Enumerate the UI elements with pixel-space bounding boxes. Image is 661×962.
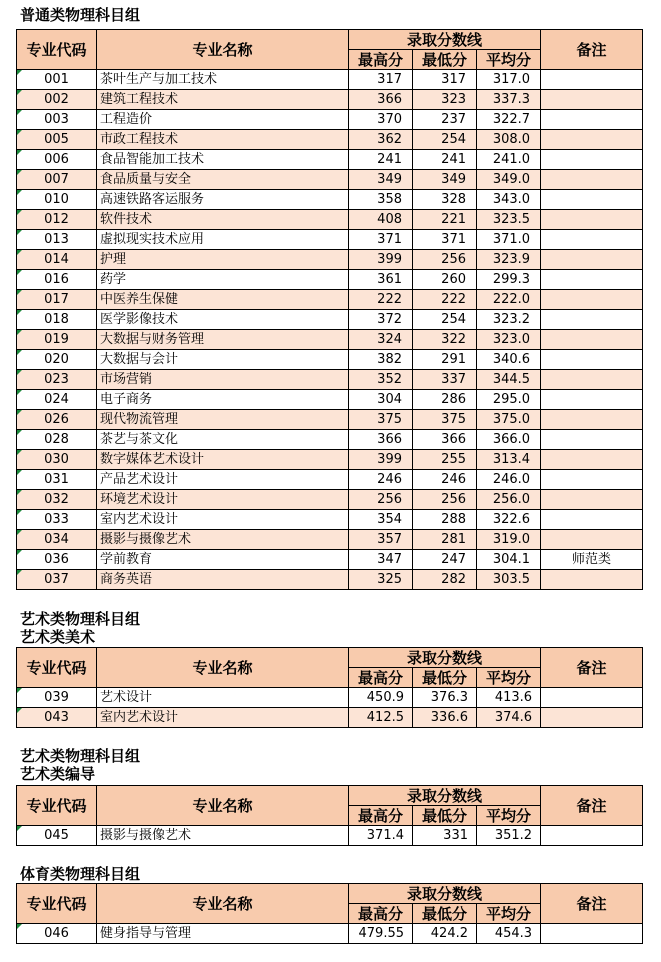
cell-marker-icon <box>17 150 22 155</box>
major-name: 室内艺术设计 <box>97 708 349 728</box>
avg-score: 351.2 <box>477 826 541 846</box>
header-max: 最高分 <box>349 668 413 688</box>
max-score: 399 <box>349 450 413 470</box>
header-max: 最高分 <box>349 50 413 70</box>
major-name: 大数据与财务管理 <box>97 330 349 350</box>
min-score: 322 <box>413 330 477 350</box>
cell-marker-icon <box>17 350 22 355</box>
major-name: 工程造价 <box>97 110 349 130</box>
note-cell <box>541 190 643 210</box>
major-name: 市场营销 <box>97 370 349 390</box>
avg-score: 323.2 <box>477 310 541 330</box>
major-name: 市政工程技术 <box>97 130 349 150</box>
max-score: 317 <box>349 70 413 90</box>
min-score: 323 <box>413 90 477 110</box>
note-cell <box>541 170 643 190</box>
header-name: 专业名称 <box>97 30 349 70</box>
header-avg: 平均分 <box>477 668 541 688</box>
cell-marker-icon <box>17 330 22 335</box>
header-note: 备注 <box>541 30 643 70</box>
table-row <box>17 70 643 90</box>
max-score: 408 <box>349 210 413 230</box>
max-score: 371 <box>349 230 413 250</box>
table-row <box>17 708 643 728</box>
major-code: 017 <box>17 290 97 310</box>
avg-score: 256.0 <box>477 490 541 510</box>
major-name: 高速铁路客运服务 <box>97 190 349 210</box>
cell-marker-icon <box>17 250 22 255</box>
section-title: 体育类物理科目组 <box>20 865 141 883</box>
header-row <box>17 30 643 50</box>
major-code: 018 <box>17 310 97 330</box>
table-row <box>17 510 643 530</box>
min-score: 255 <box>413 450 477 470</box>
table-row <box>17 210 643 230</box>
table-row <box>17 370 643 390</box>
header-note: 备注 <box>541 884 643 924</box>
table-row <box>17 150 643 170</box>
avg-score: 343.0 <box>477 190 541 210</box>
table-row <box>17 430 643 450</box>
min-score: 256 <box>413 250 477 270</box>
min-score: 424.2 <box>413 924 477 944</box>
avg-score: 241.0 <box>477 150 541 170</box>
header-max: 最高分 <box>349 806 413 826</box>
major-name: 护理 <box>97 250 349 270</box>
max-score: 354 <box>349 510 413 530</box>
avg-score: 323.5 <box>477 210 541 230</box>
table-row <box>17 290 643 310</box>
avg-score: 375.0 <box>477 410 541 430</box>
major-code: 032 <box>17 490 97 510</box>
max-score: 366 <box>349 90 413 110</box>
major-name: 数字媒体艺术设计 <box>97 450 349 470</box>
cell-marker-icon <box>17 90 22 95</box>
major-code: 006 <box>17 150 97 170</box>
table-row <box>17 550 643 570</box>
min-score: 254 <box>413 130 477 150</box>
avg-score: 366.0 <box>477 430 541 450</box>
major-name: 食品质量与安全 <box>97 170 349 190</box>
min-score: 317 <box>413 70 477 90</box>
min-score: 376.3 <box>413 688 477 708</box>
table-row <box>17 170 643 190</box>
major-code: 037 <box>17 570 97 590</box>
note-cell <box>541 490 643 510</box>
header-score-group: 录取分数线 <box>349 30 541 50</box>
major-code: 033 <box>17 510 97 530</box>
header-row <box>17 648 643 668</box>
avg-score: 304.1 <box>477 550 541 570</box>
min-score: 328 <box>413 190 477 210</box>
note-cell <box>541 470 643 490</box>
header-min: 最低分 <box>413 668 477 688</box>
note-cell <box>541 150 643 170</box>
note-cell <box>541 290 643 310</box>
header-code: 专业代码 <box>17 30 97 70</box>
note-cell <box>541 210 643 230</box>
table-row <box>17 924 643 944</box>
avg-score: 322.7 <box>477 110 541 130</box>
cell-marker-icon <box>17 70 22 75</box>
table-row <box>17 350 643 370</box>
major-name: 电子商务 <box>97 390 349 410</box>
avg-score: 349.0 <box>477 170 541 190</box>
cell-marker-icon <box>17 410 22 415</box>
major-code: 005 <box>17 130 97 150</box>
score-table <box>16 883 643 944</box>
section-title: 艺术类编导 <box>20 765 96 783</box>
avg-score: 319.0 <box>477 530 541 550</box>
cell-marker-icon <box>17 370 22 375</box>
major-code: 026 <box>17 410 97 430</box>
avg-score: 374.6 <box>477 708 541 728</box>
major-code: 020 <box>17 350 97 370</box>
table-row <box>17 90 643 110</box>
section-title: 艺术类物理科目组 <box>20 747 141 765</box>
table-row <box>17 530 643 550</box>
major-code: 001 <box>17 70 97 90</box>
min-score: 336.6 <box>413 708 477 728</box>
major-name: 大数据与会计 <box>97 350 349 370</box>
min-score: 371 <box>413 230 477 250</box>
header-name: 专业名称 <box>97 786 349 826</box>
max-score: 325 <box>349 570 413 590</box>
major-code: 007 <box>17 170 97 190</box>
avg-score: 454.3 <box>477 924 541 944</box>
major-code: 039 <box>17 688 97 708</box>
cell-marker-icon <box>17 490 22 495</box>
major-code: 016 <box>17 270 97 290</box>
major-code: 023 <box>17 370 97 390</box>
avg-score: 323.0 <box>477 330 541 350</box>
min-score: 291 <box>413 350 477 370</box>
min-score: 260 <box>413 270 477 290</box>
min-score: 246 <box>413 470 477 490</box>
header-max: 最高分 <box>349 904 413 924</box>
cell-marker-icon <box>17 570 22 575</box>
max-score: 375 <box>349 410 413 430</box>
cell-marker-icon <box>17 550 22 555</box>
cell-marker-icon <box>17 310 22 315</box>
max-score: 366 <box>349 430 413 450</box>
cell-marker-icon <box>17 826 22 831</box>
min-score: 286 <box>413 390 477 410</box>
cell-marker-icon <box>17 270 22 275</box>
header-min: 最低分 <box>413 50 477 70</box>
table-row <box>17 130 643 150</box>
header-note: 备注 <box>541 648 643 688</box>
note-cell <box>541 270 643 290</box>
table-row <box>17 390 643 410</box>
note-cell <box>541 330 643 350</box>
note-cell <box>541 688 643 708</box>
max-score: 450.9 <box>349 688 413 708</box>
major-name: 中医养生保健 <box>97 290 349 310</box>
min-score: 281 <box>413 530 477 550</box>
max-score: 241 <box>349 150 413 170</box>
header-name: 专业名称 <box>97 648 349 688</box>
max-score: 304 <box>349 390 413 410</box>
major-name: 学前教育 <box>97 550 349 570</box>
note-cell <box>541 230 643 250</box>
avg-score: 344.5 <box>477 370 541 390</box>
note-cell <box>541 370 643 390</box>
avg-score: 317.0 <box>477 70 541 90</box>
avg-score: 222.0 <box>477 290 541 310</box>
cell-marker-icon <box>17 190 22 195</box>
max-score: 412.5 <box>349 708 413 728</box>
major-code: 036 <box>17 550 97 570</box>
major-name: 摄影与摄像艺术 <box>97 826 349 846</box>
score-table <box>16 29 643 590</box>
table-row <box>17 330 643 350</box>
cell-marker-icon <box>17 210 22 215</box>
header-avg: 平均分 <box>477 904 541 924</box>
note-cell <box>541 110 643 130</box>
avg-score: 299.3 <box>477 270 541 290</box>
major-code: 043 <box>17 708 97 728</box>
section-title: 艺术类美术 <box>20 628 96 646</box>
note-cell <box>541 70 643 90</box>
avg-score: 371.0 <box>477 230 541 250</box>
avg-score: 340.6 <box>477 350 541 370</box>
cell-marker-icon <box>17 450 22 455</box>
note-cell <box>541 390 643 410</box>
score-table <box>16 785 643 846</box>
note-cell <box>541 924 643 944</box>
max-score: 324 <box>349 330 413 350</box>
table-row <box>17 250 643 270</box>
major-name: 茶叶生产与加工技术 <box>97 70 349 90</box>
table-row <box>17 230 643 250</box>
section-title: 普通类物理科目组 <box>20 6 141 24</box>
major-name: 艺术设计 <box>97 688 349 708</box>
table-row <box>17 470 643 490</box>
note-cell <box>541 90 643 110</box>
header-min: 最低分 <box>413 904 477 924</box>
major-name: 现代物流管理 <box>97 410 349 430</box>
cell-marker-icon <box>17 130 22 135</box>
major-name: 药学 <box>97 270 349 290</box>
header-score-group: 录取分数线 <box>349 648 541 668</box>
major-code: 034 <box>17 530 97 550</box>
note-cell <box>541 410 643 430</box>
note-cell <box>541 826 643 846</box>
note-cell <box>541 130 643 150</box>
max-score: 357 <box>349 530 413 550</box>
max-score: 347 <box>349 550 413 570</box>
max-score: 352 <box>349 370 413 390</box>
header-code: 专业代码 <box>17 786 97 826</box>
cell-marker-icon <box>17 708 22 713</box>
table-row <box>17 270 643 290</box>
note-cell <box>541 250 643 270</box>
cell-marker-icon <box>17 230 22 235</box>
major-name: 软件技术 <box>97 210 349 230</box>
cell-marker-icon <box>17 924 22 929</box>
table-row <box>17 490 643 510</box>
major-code: 030 <box>17 450 97 470</box>
major-code: 031 <box>17 470 97 490</box>
major-name: 建筑工程技术 <box>97 90 349 110</box>
header-avg: 平均分 <box>477 50 541 70</box>
major-code: 024 <box>17 390 97 410</box>
cell-marker-icon <box>17 510 22 515</box>
max-score: 479.55 <box>349 924 413 944</box>
major-code: 046 <box>17 924 97 944</box>
max-score: 362 <box>349 130 413 150</box>
avg-score: 246.0 <box>477 470 541 490</box>
cell-marker-icon <box>17 170 22 175</box>
avg-score: 313.4 <box>477 450 541 470</box>
avg-score: 303.5 <box>477 570 541 590</box>
note-cell <box>541 530 643 550</box>
max-score: 371.4 <box>349 826 413 846</box>
max-score: 399 <box>349 250 413 270</box>
table-row <box>17 570 643 590</box>
note-cell <box>541 430 643 450</box>
major-code: 010 <box>17 190 97 210</box>
major-code: 045 <box>17 826 97 846</box>
header-code: 专业代码 <box>17 648 97 688</box>
cell-marker-icon <box>17 390 22 395</box>
major-name: 产品艺术设计 <box>97 470 349 490</box>
min-score: 375 <box>413 410 477 430</box>
max-score: 246 <box>349 470 413 490</box>
max-score: 256 <box>349 490 413 510</box>
major-code: 003 <box>17 110 97 130</box>
major-name: 商务英语 <box>97 570 349 590</box>
major-code: 019 <box>17 330 97 350</box>
header-avg: 平均分 <box>477 806 541 826</box>
table-row <box>17 410 643 430</box>
major-name: 健身指导与管理 <box>97 924 349 944</box>
major-code: 002 <box>17 90 97 110</box>
table-row <box>17 310 643 330</box>
max-score: 222 <box>349 290 413 310</box>
header-code: 专业代码 <box>17 884 97 924</box>
table-row <box>17 110 643 130</box>
cell-marker-icon <box>17 688 22 693</box>
min-score: 237 <box>413 110 477 130</box>
max-score: 361 <box>349 270 413 290</box>
major-name: 室内艺术设计 <box>97 510 349 530</box>
min-score: 337 <box>413 370 477 390</box>
min-score: 222 <box>413 290 477 310</box>
header-row <box>17 884 643 904</box>
note-cell <box>541 570 643 590</box>
table-row <box>17 190 643 210</box>
max-score: 358 <box>349 190 413 210</box>
min-score: 254 <box>413 310 477 330</box>
major-name: 医学影像技术 <box>97 310 349 330</box>
max-score: 382 <box>349 350 413 370</box>
cell-marker-icon <box>17 430 22 435</box>
note-cell: 师范类 <box>541 550 643 570</box>
min-score: 221 <box>413 210 477 230</box>
major-code: 028 <box>17 430 97 450</box>
min-score: 256 <box>413 490 477 510</box>
cell-marker-icon <box>17 110 22 115</box>
note-cell <box>541 450 643 470</box>
header-name: 专业名称 <box>97 884 349 924</box>
max-score: 370 <box>349 110 413 130</box>
header-note: 备注 <box>541 786 643 826</box>
table-row <box>17 450 643 470</box>
avg-score: 308.0 <box>477 130 541 150</box>
min-score: 331 <box>413 826 477 846</box>
section-title: 艺术类物理科目组 <box>20 610 141 628</box>
table-row <box>17 826 643 846</box>
min-score: 366 <box>413 430 477 450</box>
major-name: 环境艺术设计 <box>97 490 349 510</box>
note-cell <box>541 510 643 530</box>
cell-marker-icon <box>17 470 22 475</box>
min-score: 282 <box>413 570 477 590</box>
major-name: 虚拟现实技术应用 <box>97 230 349 250</box>
major-name: 食品智能加工技术 <box>97 150 349 170</box>
min-score: 241 <box>413 150 477 170</box>
min-score: 349 <box>413 170 477 190</box>
major-code: 014 <box>17 250 97 270</box>
major-name: 茶艺与茶文化 <box>97 430 349 450</box>
avg-score: 337.3 <box>477 90 541 110</box>
avg-score: 322.6 <box>477 510 541 530</box>
min-score: 247 <box>413 550 477 570</box>
min-score: 288 <box>413 510 477 530</box>
avg-score: 323.9 <box>477 250 541 270</box>
score-table <box>16 647 643 728</box>
avg-score: 413.6 <box>477 688 541 708</box>
header-score-group: 录取分数线 <box>349 786 541 806</box>
table-row <box>17 688 643 708</box>
note-cell <box>541 708 643 728</box>
header-min: 最低分 <box>413 806 477 826</box>
cell-marker-icon <box>17 290 22 295</box>
major-name: 摄影与摄像艺术 <box>97 530 349 550</box>
cell-marker-icon <box>17 530 22 535</box>
major-code: 013 <box>17 230 97 250</box>
header-row <box>17 786 643 806</box>
header-score-group: 录取分数线 <box>349 884 541 904</box>
avg-score: 295.0 <box>477 390 541 410</box>
max-score: 372 <box>349 310 413 330</box>
max-score: 349 <box>349 170 413 190</box>
note-cell <box>541 310 643 330</box>
note-cell <box>541 350 643 370</box>
major-code: 012 <box>17 210 97 230</box>
